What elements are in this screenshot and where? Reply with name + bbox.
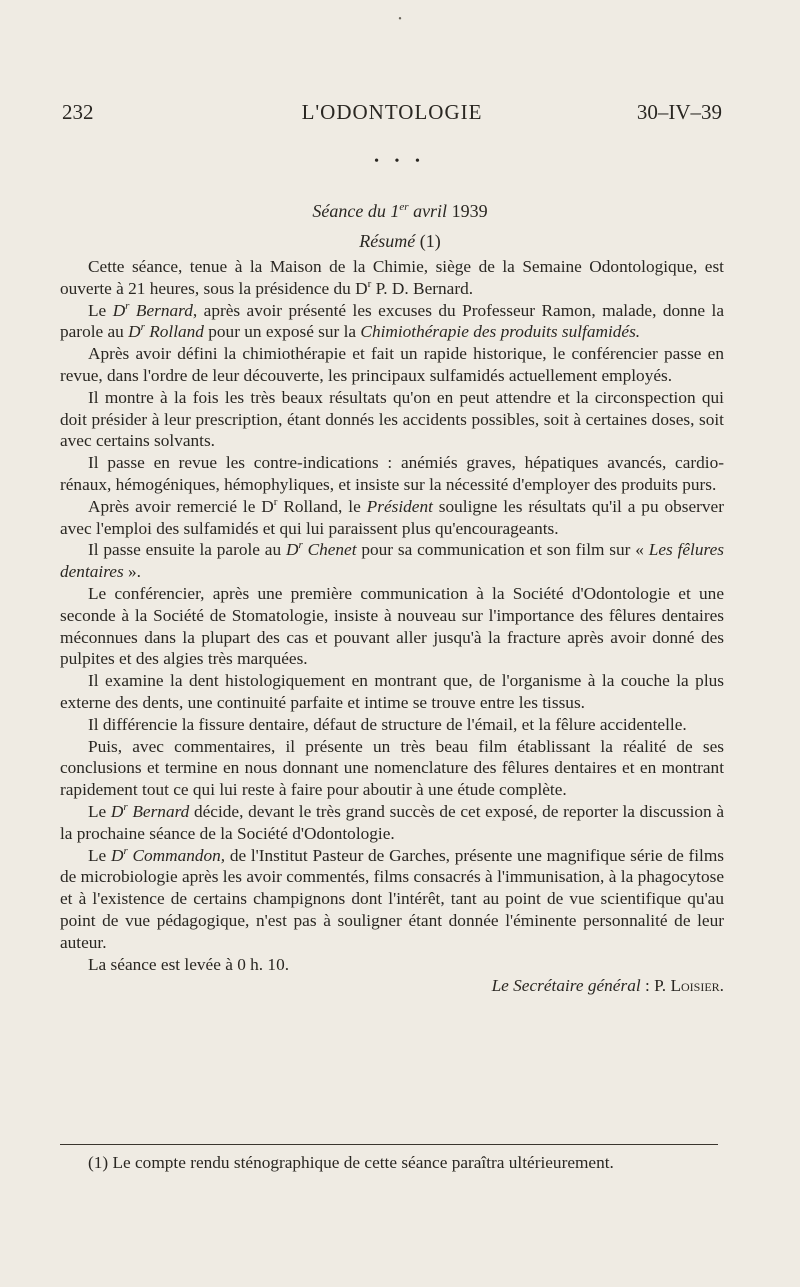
superscript: r (125, 299, 130, 312)
paragraph (60, 736, 724, 801)
text-run: Il passe en revue les contre-indications : anémiés graves, hépatiques avancés, cardio-rénaux, hémogéniques, hémophyliques, et insiste sur la nécessité d'employer des produits purs. (60, 453, 724, 494)
journal-title: L'ODONTOLOGIE (301, 100, 483, 124)
superscript: r (123, 844, 128, 857)
text-run: Puis, avec commentaires, il présente un très beau film établissant la réalité de ses conclusions et termine en nous donnant une nomenclature des fêlures dentaires et en montrant rapidement tout ce qui lui reste à faire pour aboutir à une étude complète. (60, 736, 724, 800)
paragraph (60, 845, 724, 954)
text-run: ». (123, 562, 141, 582)
issue-date: 30–IV–39 (636, 100, 722, 124)
text-run: P. D. Bernard. (371, 278, 474, 298)
italic-text: D (128, 322, 141, 342)
italic-text: Chenet (302, 540, 357, 560)
italic-text: Président (366, 496, 433, 516)
text-run: Il montre à la fois les très beaux résultats qu'on en peut attendre et la circonspection qui doit présider à leur prescription, étant donnés les accidents possibles, soit à certaines doses, soit avec certains solvants. (60, 387, 724, 451)
summary-note-ref: (1) (419, 231, 441, 251)
session-heading (0, 198, 800, 224)
signature (60, 975, 724, 997)
paragraph (60, 801, 724, 845)
session-heading-sup: er (399, 201, 409, 213)
top-mark: • (398, 14, 402, 25)
italic-text: Commandon, (127, 845, 226, 865)
text-run: décide, devant le très grand succès de cet exposé, de reporter la discussion à la prochaine séance de la Société d'Odontologie. (60, 801, 725, 843)
italic-text: Bernard (129, 300, 193, 320)
paragraph (60, 300, 724, 344)
text-run: Après avoir défini la chimiothérapie et fait un rapide historique, le conférencier passe en revue, dans l'ordre de leur découverte, les principaux sulfamidés actuellement employés. (60, 344, 724, 385)
paragraph (60, 670, 724, 714)
superscript: r (123, 801, 128, 814)
text-run: Après avoir remercié le D (88, 496, 274, 516)
text-run: , après avoir présenté les excuses du Professeur Ramon, malade, donne la parole au (60, 300, 725, 342)
italic-text: Les fêlures dentaires (60, 540, 724, 582)
text-run: souligne les résultats qu'il a pu observer avec l'emploi des sulfamidés et qui lui paraissent plus qu'encourageants. (60, 496, 724, 538)
text-run: Il examine la dent histologiquement en montrant que, de l'organisme à la couche la plus externe des dents, une continuité parfaite et intime se trouve entre les tissus. (60, 671, 724, 712)
italic-text: Chimiothérapie des produits sulfamidés. (360, 322, 641, 342)
paragraph (60, 387, 724, 452)
italic-text: D (110, 801, 124, 821)
italic-text: D (285, 540, 299, 560)
section-ornament: • • • (374, 154, 426, 169)
text-run: Il différencie la fissure dentaire, défaut de structure de l'émail, et la fêlure accidentelle. (88, 714, 687, 734)
paragraph (60, 583, 724, 670)
page-number: 232 (62, 100, 94, 124)
text-run: Le conférencier, après une première communication à la Société d'Odontologie et une seconde à la Société de Stomatologie, insiste à nouveau sur l'importance des fêlures dentaires méconnues dans la plupart des cas et pouvant aller jusqu'à la fracture après avoir donné des pulpites et des algies très marquées. (60, 583, 724, 669)
italic-text: D (112, 300, 126, 320)
text-run: La séance est levée à 0 h. 10. (88, 954, 290, 974)
superscript: r (140, 321, 145, 334)
italic-text: Bernard (127, 801, 190, 821)
footnote-rule (60, 1144, 718, 1145)
superscript: r (367, 278, 372, 291)
italic-text: Rolland (144, 322, 204, 342)
paragraph (60, 452, 724, 496)
footnote: (1) Le compte rendu sténographique de cette séance paraîtra ultérieurement. (88, 1153, 614, 1172)
paragraph (60, 256, 724, 300)
signature-separator: : (640, 976, 655, 996)
paragraph (60, 343, 724, 387)
text-run: Le (88, 845, 111, 865)
text-run: de l'Institut Pasteur de Garches, présente une magnifique série de films de microbiologie après les avoir commentés, films consacrés à l'immunisation, à la phagocytose et à l'existence de certains champignons dont l'intérêt, tant au point de vue scientifique qu'au point de vue pédagogique, n'est pas à souligner étant donnée l'éminente personnalité de leur auteur. (60, 845, 724, 952)
paragraph (60, 714, 724, 736)
paragraph (60, 539, 724, 583)
session-heading-month: avril (408, 201, 448, 221)
minutes-body (60, 256, 724, 997)
text-run: Le (88, 300, 113, 320)
signature-role: Le Secrétaire général (491, 976, 641, 996)
session-year: 1939 (451, 201, 488, 221)
text-run: Rolland, le (277, 496, 367, 516)
text-run: Le (88, 801, 111, 821)
text-run: pour sa communication et son film sur « (356, 540, 649, 560)
session-heading-text: Séance du 1 (312, 201, 400, 221)
text-run: Il passe ensuite la parole au (88, 540, 286, 560)
paragraph-list (60, 256, 724, 975)
summary-label: Résumé (359, 231, 416, 251)
text-run: pour un exposé sur la (203, 322, 361, 342)
signature-name: P. Loisier. (654, 976, 724, 996)
superscript: r (298, 539, 303, 552)
paragraph (60, 954, 724, 976)
summary-heading (0, 228, 800, 254)
italic-text: D (110, 845, 124, 865)
text-run: Cette séance, tenue à la Maison de la Chimie, siège de la Semaine Odontologique, est ouverte à 21 heures, sous la présidence du D (60, 257, 724, 298)
paragraph (60, 496, 724, 540)
superscript: r (273, 496, 278, 508)
